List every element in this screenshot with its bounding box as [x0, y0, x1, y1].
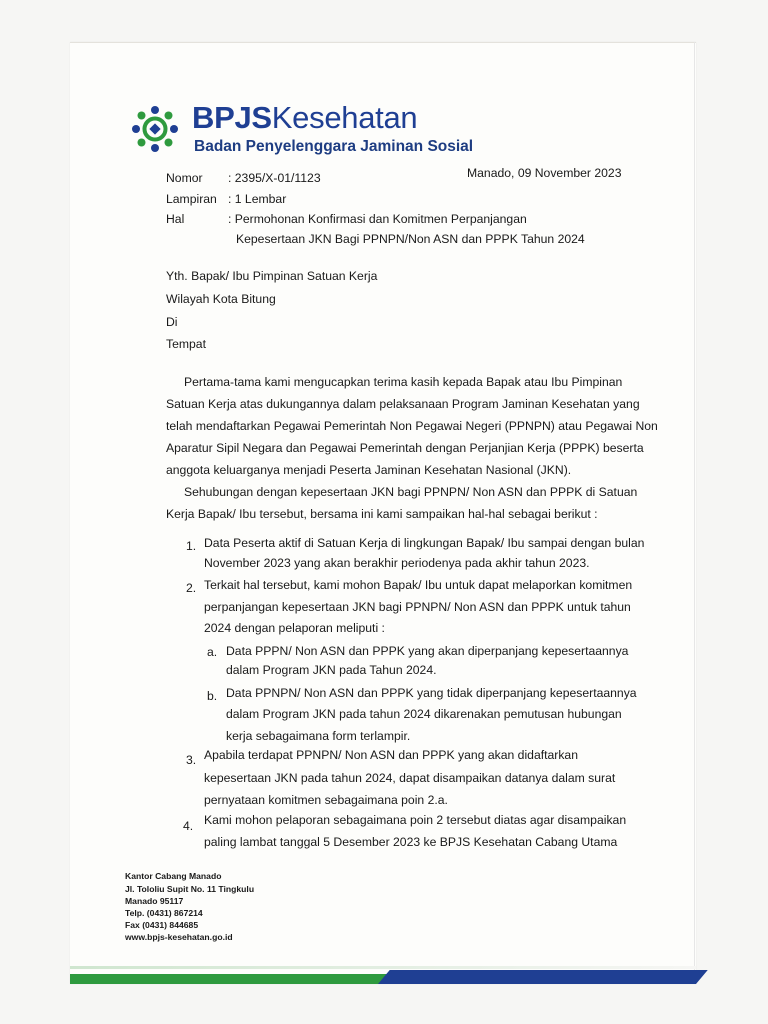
sub-item-b-line: kerja sebagaimana form terlampir.	[226, 729, 411, 743]
brand-primary: BPJS	[192, 100, 272, 135]
footer-green-bar	[70, 974, 400, 984]
sub-item-a-line: dalam Program JKN pada Tahun 2024.	[226, 663, 437, 677]
footer-fax: Fax (0431) 844685	[125, 920, 199, 930]
list-item-3-line: kepesertaan JKN pada tahun 2024, dapat disampaikan datanya dalam surat	[204, 771, 616, 785]
list-number: 1.	[186, 539, 197, 553]
list-number: 4.	[183, 819, 194, 833]
sub-list-label: a.	[207, 645, 218, 659]
paper-top-edge	[70, 42, 696, 43]
footer-website: www.bpjs-kesehatan.go.id	[125, 932, 233, 942]
hal-value-line-1: : Permohonan Konfirmasi dan Komitmen Perpanjangan	[228, 212, 527, 226]
paragraph-1-line: Pertama-tama kami mengucapkan terima kasih kepada Bapak atau Ibu Pimpinan	[184, 375, 623, 389]
lampiran-value: : 1 Lembar	[228, 192, 287, 206]
recipient-line: Di	[166, 315, 178, 329]
list-item-2-line: perpanjangan kepesertaan JKN bagi PPNPN/ Non ASN dan PPPK untuk tahun	[204, 600, 631, 614]
footer-fade-line	[70, 966, 696, 969]
paper-right-edge	[694, 42, 695, 984]
nomor-value: : 2395/X-01/1123	[228, 171, 321, 185]
paragraph-1-line: Aparatur Sipil Negara dan Pegawai Pemerintah dengan Perjanjian Kerja (PPPK) beserta	[166, 441, 644, 455]
footer-city: Manado 95117	[125, 896, 184, 906]
list-item-3-line: pernyataan komitmen sebagaimana poin 2.a.	[204, 793, 448, 807]
sub-item-b-line: dalam Program JKN pada tahun 2024 dikarenakan pemutusan hubungan	[226, 707, 622, 721]
recipient-line: Yth. Bapak/ Ibu Pimpinan Satuan Kerja	[166, 269, 378, 283]
footer-address: Jl. Tololiu Supit No. 11 Tingkulu	[125, 884, 255, 894]
list-item-2-line: Terkait hal tersebut, kami mohon Bapak/ Ibu untuk dapat melaporkan komitmen	[204, 578, 633, 592]
hal-value-line-2: Kepesertaan JKN Bagi PPNPN/Non ASN dan PPPK Tahun 2024	[236, 232, 585, 246]
brand-secondary: Kesehatan	[271, 100, 418, 135]
hal-label: Hal	[166, 212, 185, 226]
paragraph-2-line: Sehubungan dengan kepesertaan JKN bagi PPNPN/ Non ASN dan PPPK di Satuan	[184, 485, 638, 499]
list-item-1-line: Data Peserta aktif di Satuan Kerja di lingkungan Bapak/ Ibu sampai dengan bulan	[204, 536, 645, 550]
list-item-4-line: paling lambat tanggal 5 Desember 2023 ke BPJS Kesehatan Cabang Utama	[204, 835, 618, 849]
footer-phone: Telp. (0431) 867214	[125, 908, 203, 918]
footer-office: Kantor Cabang Manado	[125, 871, 222, 881]
brand-name	[192, 100, 417, 136]
letter-date: Manado, 09 November 2023	[467, 166, 622, 180]
bpjs-logo-icon	[130, 104, 180, 154]
list-item-1-line: November 2023 yang akan berakhir periodenya pada akhir tahun 2023.	[204, 556, 590, 570]
lampiran-label: Lampiran	[166, 192, 217, 206]
recipient-line: Wilayah Kota Bitung	[166, 292, 276, 306]
list-number: 3.	[186, 753, 197, 767]
footer-blue-bar	[378, 970, 708, 984]
paragraph-1-line: telah mendaftarkan Pegawai Pemerintah Non Pegawai Negeri (PPNPN) atau Pegawai Non	[166, 419, 658, 433]
sub-item-b-line: Data PPNPN/ Non ASN dan PPPK yang tidak diperpanjang kepesertaannya	[226, 686, 637, 700]
nomor-label: Nomor	[166, 171, 203, 185]
paragraph-2-line: Kerja Bapak/ Ibu tersebut, bersama ini kami sampaikan hal-hal sebagai berikut :	[166, 507, 598, 521]
paragraph-1-line: Satuan Kerja atas dukungannya dalam pelaksanaan Program Jaminan Kesehatan yang	[166, 397, 640, 411]
brand-subtitle: Badan Penyelenggara Jaminan Sosial	[194, 138, 474, 155]
list-item-2-line: 2024 dengan pelaporan meliputi :	[204, 621, 385, 635]
list-item-3-line: Apabila terdapat PPNPN/ Non ASN dan PPPK yang akan didaftarkan	[204, 748, 578, 762]
list-item-4-line: Kami mohon pelaporan sebagaimana poin 2 tersebut diatas agar disampaikan	[204, 813, 627, 827]
list-number: 2.	[186, 581, 197, 595]
recipient-line: Tempat	[166, 337, 206, 351]
sub-list-label: b.	[207, 689, 218, 703]
paragraph-1-line: anggota keluarganya menjadi Peserta Jaminan Kesehatan Nasional (JKN).	[166, 463, 572, 477]
sub-item-a-line: Data PPPN/ Non ASN dan PPPK yang akan diperpanjang kepesertaannya	[226, 644, 629, 658]
